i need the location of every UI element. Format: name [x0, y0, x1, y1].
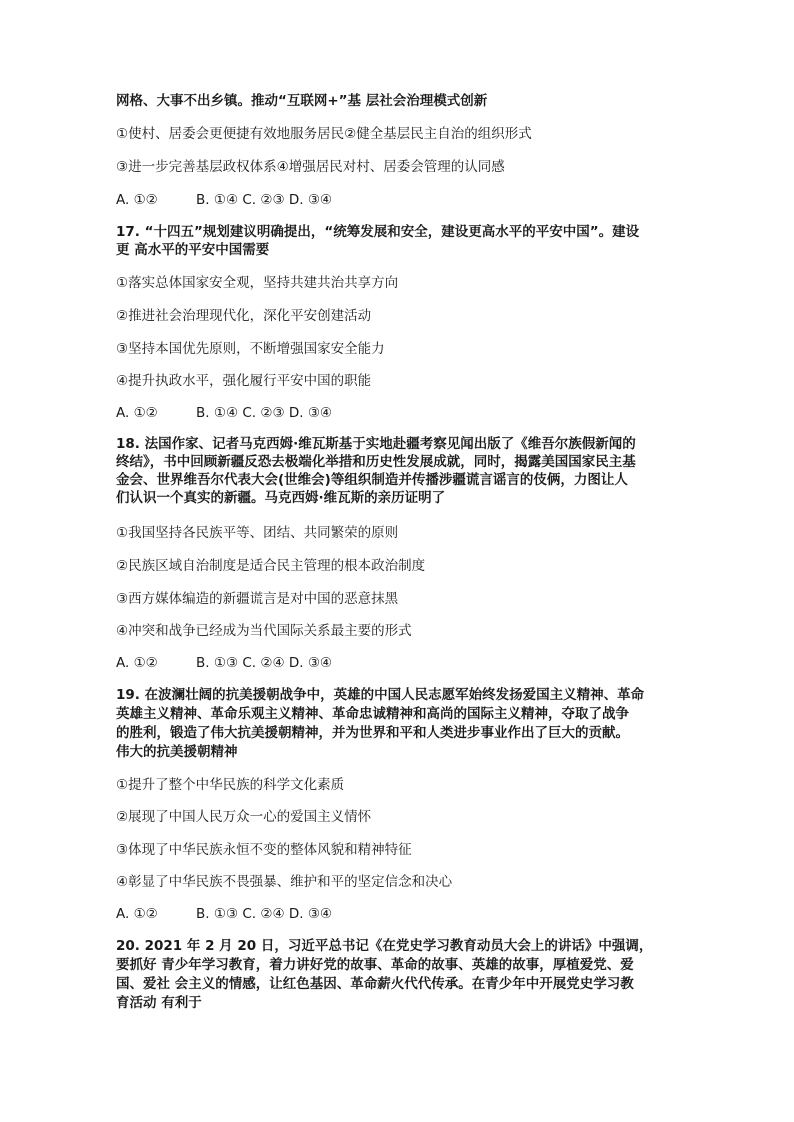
- q19-choice-bcd: B. ①③ C. ②④ D. ③④: [196, 906, 333, 922]
- q18-answer-choices: [116, 654, 716, 672]
- q17-choice-a: A. ①②: [116, 405, 158, 421]
- q18-choice-a: A. ①②: [116, 655, 158, 671]
- q16-choice-a: A. ①②: [116, 192, 158, 208]
- q18-stem-line-2: 终结》，书中回顾新疆反恐去极端化举措和历史性发展成就，同时，揭露美国国家民主基: [116, 454, 636, 470]
- q16-answer-choices: [116, 191, 716, 209]
- q19-stem-line-2: 英雄主义精神、革命乐观主义精神、革命忠诚精神和高尚的国际主义精神，夺取了战争: [116, 706, 629, 722]
- q19-stem-line-4: 伟大的抗美援朝精神: [116, 744, 238, 760]
- q17-item-1: ①落实总体国家安全观，坚持共建共治共享方向: [116, 275, 399, 291]
- q16-option-items-3-4: ③进一步完善基层政权体系④增强居民对村、居委会管理的认同感: [116, 159, 505, 175]
- q17-item-4: ④提升执政水平，强化履行平安中国的职能: [116, 373, 372, 389]
- q16-choice-bcd: B. ①④ C. ②③ D. ③④: [196, 192, 333, 208]
- q17-stem-line-1: 17. “十四五”规划建议明确提出，“统筹发展和安全，建设更高水平的平安中国”。建设: [116, 224, 640, 240]
- q19-choice-a: A. ①②: [116, 906, 158, 922]
- q20-stem-line-2: 要抓好 青少年学习教育，着力讲好党的故事、革命的故事、英雄的故事，厚植爱党、爱: [116, 957, 634, 973]
- q19-stem-line-1: 19. 在波澜壮阔的抗美援朝战争中，英雄的中国人民志愿军始终发扬爱国主义精神、革命: [116, 687, 645, 703]
- q18-stem-line-4: 们认识一个真实的新疆。马克西姆·维瓦斯的亲历证明了: [116, 490, 446, 506]
- q19-item-4: ④彰显了中华民族不畏强暴、维护和平的坚定信念和决心: [116, 874, 453, 890]
- q17-choice-bcd: B. ①④ C. ②③ D. ③④: [196, 405, 333, 421]
- q18-item-1: ①我国坚持各民族平等、团结、共同繁荣的原则: [116, 525, 399, 541]
- q20-stem-line-3: 国、爱社 会主义的情感，让红色基因、革命薪火代代传承。在青少年中开展党史学习教: [116, 976, 634, 992]
- q17-answer-choices: [116, 404, 716, 422]
- q17-item-3: ③坚持本国优先原则，不断增强国家安全能力: [116, 341, 385, 357]
- q18-choice-bcd: B. ①③ C. ②④ D. ③④: [196, 655, 333, 671]
- q17-item-2: ②推进社会治理现代化，深化平安创建活动: [116, 308, 372, 324]
- q19-item-2: ②展现了中国人民万众一心的爱国主义情怀: [116, 809, 372, 825]
- q17-stem-line-2: 更 高水平的平安中国需要: [116, 242, 270, 258]
- q18-item-2: ②民族区域自治制度是适合民主管理的根本政治制度: [116, 558, 426, 574]
- q19-item-1: ①提升了整个中华民族的科学文化素质: [116, 777, 345, 793]
- q18-stem-line-3: 金会、世界维吾尔代表大会(世维会)等组织制造并传播涉疆谎言谣言的伎俩，力图让人: [116, 472, 628, 488]
- q18-item-3: ③西方媒体编造的新疆谎言是对中国的恶意抹黑: [116, 591, 399, 607]
- q16-option-items-1-2: ①使村、居委会更便捷有效地服务居民②健全基层民主自治的组织形式: [116, 126, 532, 142]
- q20-stem-line-1: 20. 2021 年 2 月 20 日，习近平总书记《在党史学习教育动员大会上的讲话》中强调，: [116, 938, 653, 954]
- q19-stem-line-3: 的胜利，锻造了伟大抗美援朝精神，并为世界和平和人类进步事业作出了巨大的贡献。: [116, 725, 629, 741]
- q19-answer-choices: [116, 905, 716, 923]
- q19-item-3: ③体现了中华民族永恒不变的整体风貌和精神特征: [116, 842, 412, 858]
- q20-stem-line-4: 育活动 有利于: [116, 995, 202, 1011]
- q16-stem-line: 网格、大事不出乡镇。推动“互联网+”基 层社会治理模式创新: [116, 93, 488, 109]
- q18-stem-line-1: 18. 法国作家、记者马克西姆·维瓦斯基于实地赴疆考察见闻出版了《维吾尔族假新闻的: [116, 436, 636, 452]
- q18-item-4: ④冲突和战争已经成为当代国际关系最主要的形式: [116, 623, 412, 639]
